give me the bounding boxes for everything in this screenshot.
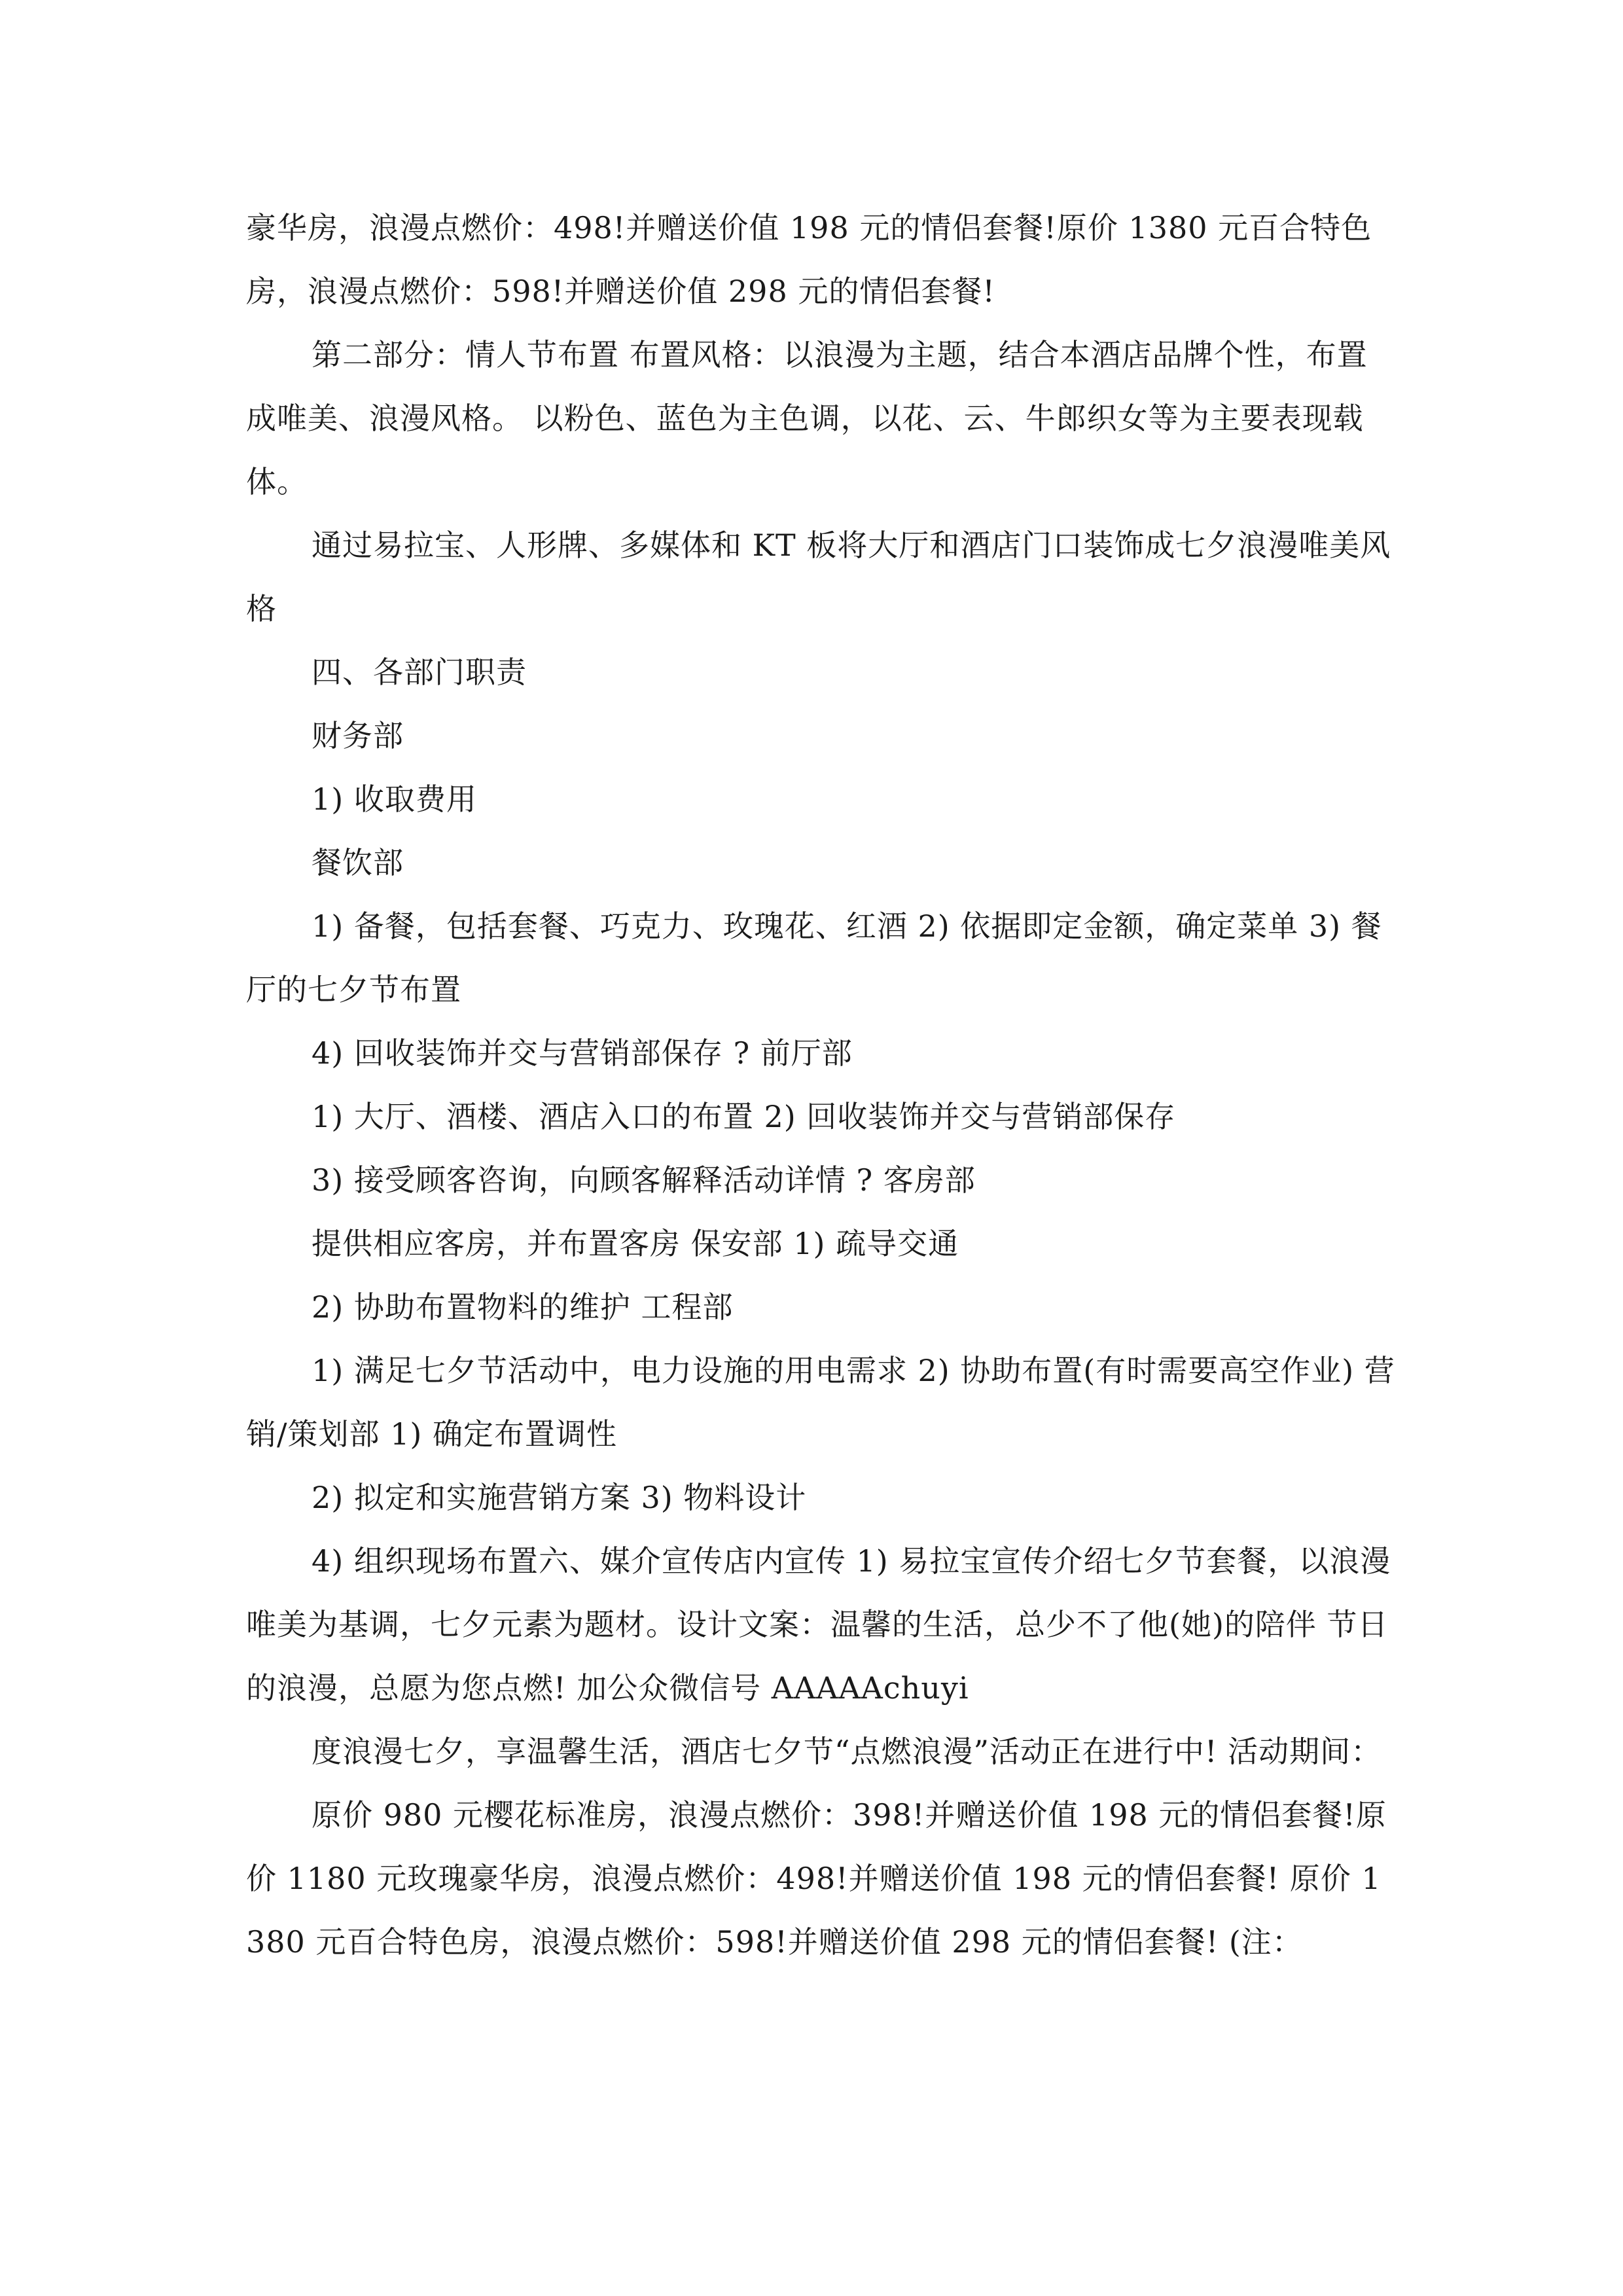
list-item: 4) 回收装饰并交与营销部保存 ? 前厅部 bbox=[312, 1035, 853, 1071]
list-item: 1) 满足七夕节活动中，电力设施的用电需求 2) 协助布置(有时需要高空作业) 营销/策划部 1) 确定布置调性 bbox=[246, 1353, 1395, 1452]
department-finance: 财务部 bbox=[312, 718, 404, 753]
list-item: 提供相应客房，并布置客房 保安部 1) 疏导交通 bbox=[312, 1226, 959, 1261]
list-item: 4) 组织现场布置六、媒介宣传店内宣传 1) 易拉宝宣传介绍七夕节套餐，以浪漫唯美为基调，七夕元素为题材。设计文案：温馨的生活，总少不了他(她)的陪伴 节日的浪漫，总愿为您点燃! 加公众微信号 AAAAAchuyi bbox=[246, 1543, 1391, 1706]
paragraph-1: 豪华房，浪漫点燃价：498!并赠送价值 198 元的情侣套餐!原价 1380 元百合特色房，浪漫点燃价：598!并赠送价值 298 元的情侣套餐! bbox=[246, 210, 1372, 309]
paragraph-2: 第二部分：情人节布置 布置风格：以浪漫为主题，结合本酒店品牌个性，布置成唯美、浪漫风格。 以粉色、蓝色为主色调，以花、云、牛郎织女等为主要表现载体。 bbox=[246, 337, 1368, 499]
paragraph-3: 通过易拉宝、人形牌、多媒体和 KT 板将大厅和酒店门口装饰成七夕浪漫唯美风格 bbox=[246, 528, 1391, 626]
list-item: 1) 备餐，包括套餐、巧克力、玫瑰花、红酒 2) 依据即定金额，确定菜单 3) 餐厅的七夕节布置 bbox=[246, 908, 1382, 1007]
list-item: 2) 协助布置物料的维护 工程部 bbox=[312, 1289, 734, 1325]
paragraph-prices: 原价 980 元樱花标准房，浪漫点燃价：398!并赠送价值 198 元的情侣套餐!原价 1180 元玫瑰豪华房，浪漫点燃价：498!并赠送价值 198 元的情侣套餐! 原价 1380 元百合特色房，浪漫点燃价：598!并赠送价值 298 元的情侣套餐! (注： bbox=[246, 1797, 1387, 1960]
list-item: 1) 大厅、酒楼、酒店入口的布置 2) 回收装饰并交与营销部保存 bbox=[312, 1099, 1176, 1134]
section-heading: 四、各部门职责 bbox=[312, 655, 527, 690]
paragraph-promo: 度浪漫七夕，享温馨生活，酒店七夕节“点燃浪漫”活动正在进行中! 活动期间： bbox=[312, 1734, 1382, 1769]
department-catering: 餐饮部 bbox=[312, 845, 404, 880]
list-item: 3) 接受顾客咨询，向顾客解释活动详情 ? 客房部 bbox=[312, 1162, 976, 1198]
list-item: 2) 拟定和实施营销方案 3) 物料设计 bbox=[312, 1480, 807, 1515]
list-item: 1) 收取费用 bbox=[312, 781, 477, 817]
document-body bbox=[246, 196, 1398, 1974]
